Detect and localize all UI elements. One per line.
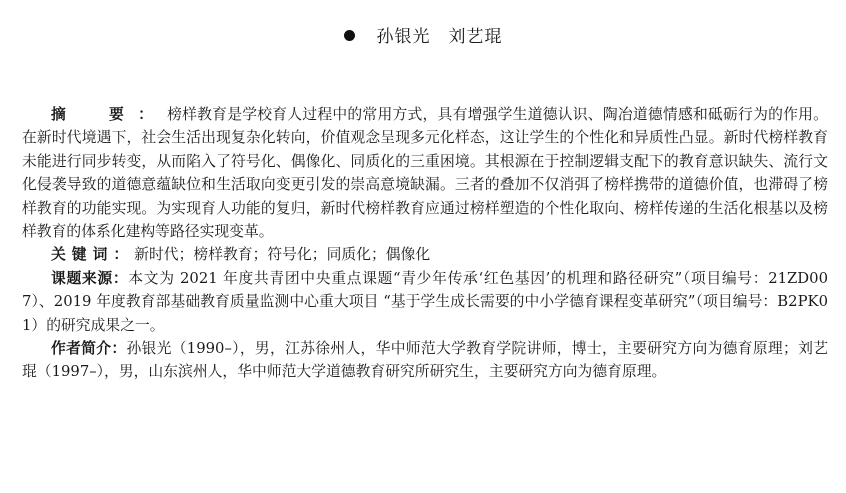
- author-line: [0, 22, 846, 47]
- abstract-label: 摘 要：: [51, 106, 168, 123]
- keywords-label: 关键词：: [51, 246, 135, 264]
- funding-label: 课题来源：: [51, 269, 129, 287]
- abstract: [22, 103, 828, 243]
- author-bio-label: 作者简介：: [51, 340, 127, 358]
- abstract-text: 榜样教育是学校育人过程中的常用方式，具有增强学生道德认识、陶冶道德情感和砥砺行为的作用。在新时代境遇下，社会生活出现复杂化转向，价值观念呈现多元化样态，这让学生的个性化和异质性凸显。新时代榜样教育未能进行同步转变，从而陷入了符号化、偶像化、同质化的三重困境。其根源在于控制逻辑支配下的教育意识缺失、流行文化侵袭导致的道德意蕴缺位和生活取向变更引发的崇高意境缺漏。三者的叠加不仅消弭了榜样携带的道德价值，也滞碍了榜样教育的功能实现。为实现育人功能的复归，新时代榜样教育应通过榜样塑造的个性化取向、榜样传递的生活化根基以及榜样教育的体系化建构等路径实现变革。: [22, 106, 828, 241]
- keywords-text: 新时代；榜样教育；符号化；同质化；偶像化: [134, 246, 431, 264]
- article-front-matter: [22, 103, 828, 384]
- author-bio: [22, 337, 828, 384]
- author-1: 孙银光: [376, 27, 431, 47]
- author-bio-text: 孙银光（1990–），男，江苏徐州人，华中师范大学教育学院讲师，博士，主要研究方向为德育原理；刘艺琨（1997–），男，山东滨州人，华中师范大学道德教育研究所研究生，主要研究方向为德育原理。: [22, 340, 828, 381]
- author-2: 刘艺琨: [448, 27, 503, 47]
- funding-text: 本文为 2021 年度共青团中央重点课题“青少年传承‘红色基因’的机理和路径研究”（项目编号：21ZD007）、2019 年度教育部基础教育质量监测中心重大项目 “基于学生成长需要的中小学德育课程变革研究”（项目编号：B2PK01）的研究成果之一。: [22, 269, 828, 334]
- funding-source: [22, 267, 828, 337]
- bullet-icon: [344, 30, 355, 41]
- keywords: [22, 243, 828, 266]
